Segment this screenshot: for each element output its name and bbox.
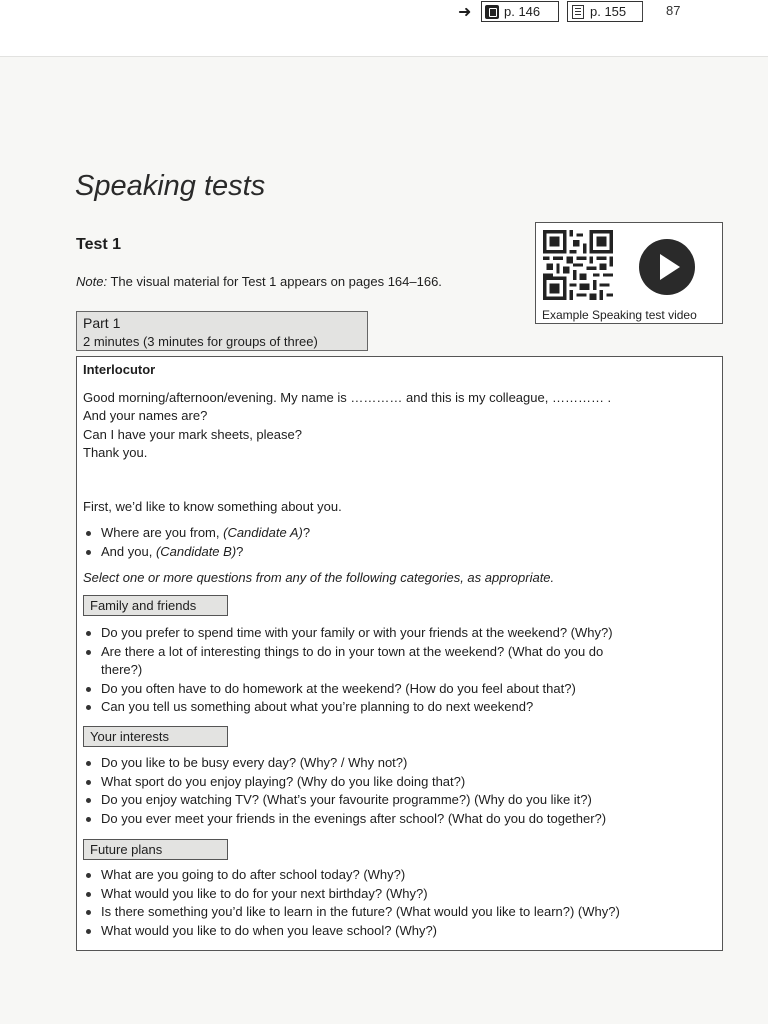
interlocutor-box: [76, 356, 723, 951]
question-text: And you,: [101, 543, 156, 559]
ref2-page: p. 155: [590, 4, 627, 19]
list-item: [83, 543, 310, 562]
video-panel[interactable]: [535, 222, 723, 324]
question-text: Where are you from,: [101, 525, 224, 540]
question-end: ?: [302, 525, 311, 540]
header-divider: [642, 2, 643, 20]
qr-code-icon: [542, 230, 614, 300]
list-item: Do you prefer to spend time with your family or with your friends at the weekend? (Why?): [83, 624, 613, 643]
list-item: [83, 524, 310, 543]
category-questions-family: [83, 624, 613, 717]
list-item: Do you ever meet your friends in the evenings after school? (What do you do together?): [83, 810, 606, 829]
part-duration: 2 minutes (3 minutes for groups of three): [83, 334, 318, 349]
intro-line: Thank you.: [83, 445, 148, 460]
list-item: What would you like to do when you leave school? (Why?): [83, 922, 620, 941]
link-icon: [485, 5, 499, 19]
category-questions-interests: [83, 754, 606, 828]
cross-reference-link-1[interactable]: [481, 1, 559, 22]
list-item: Do you often have to do homework at the weekend? (How do you feel about that?): [83, 680, 613, 699]
question-text: Are there a lot of interesting things to do in your town at the weekend? (What do you do: [101, 643, 604, 659]
part-header: [76, 311, 368, 351]
list-item: What would you like to do for your next birthday? (Why?): [83, 885, 620, 904]
cross-reference-link-2[interactable]: [567, 1, 643, 22]
part-title: Part 1: [83, 315, 121, 331]
test-heading: Test 1: [76, 236, 122, 253]
list-item: Is there something you’d like to learn in the future? (What would you like to learn?) (Why?): [83, 903, 620, 922]
page-title: Speaking tests: [75, 170, 266, 202]
category-questions-future: [83, 866, 620, 940]
intro-line: And your names are?: [83, 408, 208, 423]
list-item: Do you enjoy watching TV? (What’s your favourite programme?) (Why do you like it?): [83, 791, 606, 810]
ref1-page: p. 146: [504, 4, 541, 19]
candidate-ref: (Candidate A): [223, 525, 303, 540]
play-icon[interactable]: [639, 239, 695, 295]
page-number: 87: [666, 3, 681, 18]
list-item: Can you tell us something about what you’re planning to do next weekend?: [83, 698, 613, 717]
list-item: Do you like to be busy every day? (Why? / Why not?): [83, 754, 606, 773]
category-label-family: Family and friends: [83, 595, 228, 616]
page-top-strip: [0, 0, 768, 57]
note-text: The visual material for Test 1 appears on pages 164–166.: [107, 274, 442, 289]
list-item: What are you going to do after school today? (Why?): [83, 866, 620, 885]
list-item: What sport do you enjoy playing? (Why do you like doing that?): [83, 773, 606, 792]
note: [76, 274, 442, 289]
instruction: Select one or more questions from any of the following categories, as appropriate.: [83, 570, 555, 585]
intro-line: Can I have your mark sheets, please?: [83, 427, 302, 442]
question-end: ?: [236, 543, 244, 559]
interlocutor-heading: Interlocutor: [83, 362, 156, 377]
video-caption: Example Speaking test video: [542, 308, 697, 322]
candidate-ref: (Candidate B): [155, 543, 237, 559]
intro-line: Good morning/afternoon/evening. My name is ………… and this is my colleague, ………… .: [83, 390, 612, 405]
category-label-interests: Your interests: [83, 726, 228, 747]
list-item: [83, 643, 613, 680]
category-label-future: Future plans: [83, 839, 228, 860]
first-line: First, we’d like to know something about you.: [83, 499, 342, 514]
document-icon: [572, 5, 584, 19]
note-label: Note:: [76, 274, 108, 289]
arrow-right-icon: ➜: [458, 4, 472, 21]
question-text: there?): [101, 662, 143, 677]
candidate-questions: [83, 524, 310, 561]
